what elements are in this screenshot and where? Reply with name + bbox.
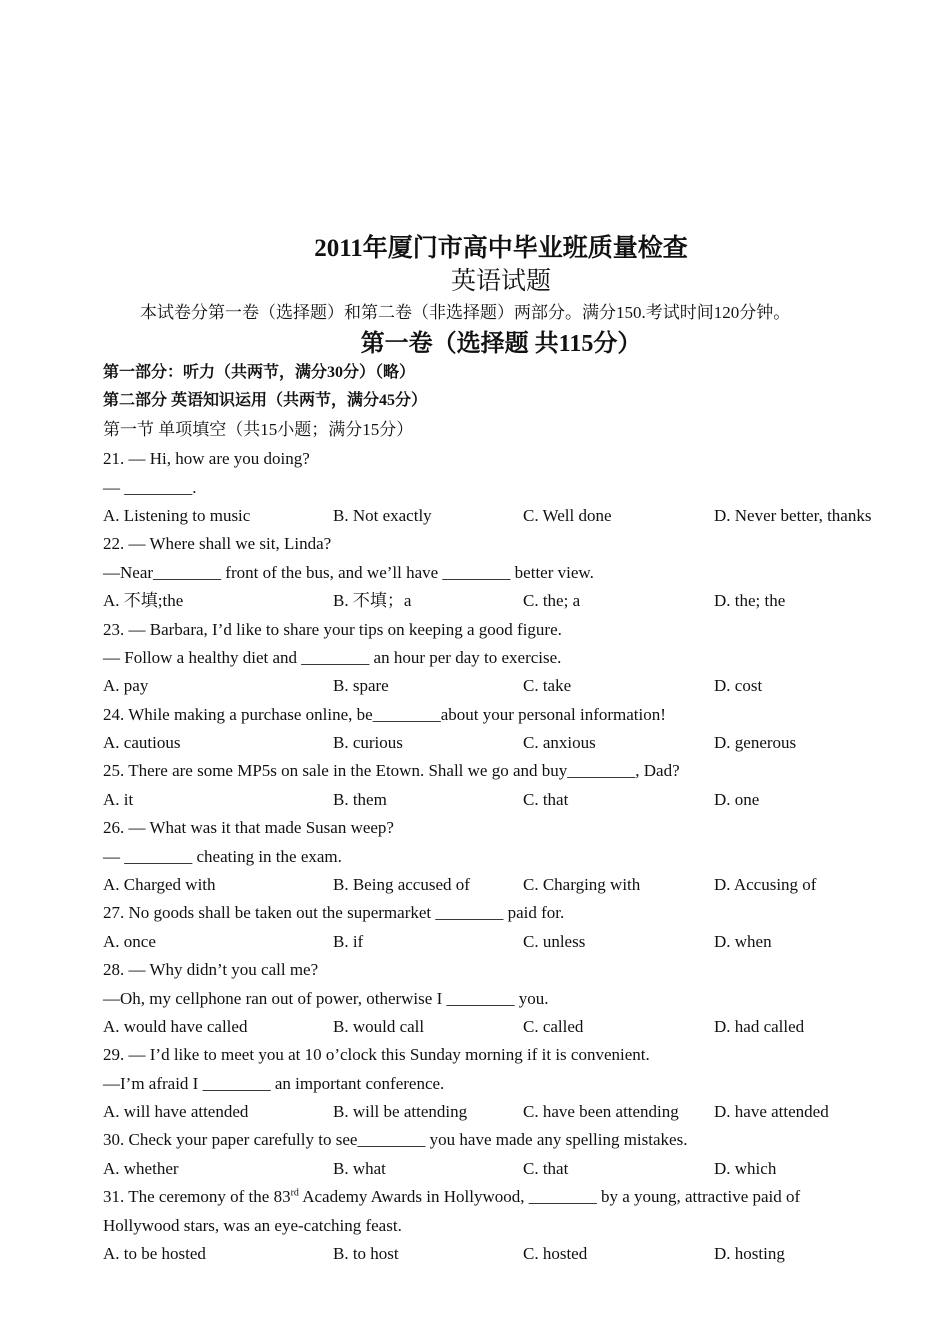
volume-heading: 第一卷（选择题 共115分） bbox=[360, 331, 642, 357]
question-28-option-d: D. had called bbox=[714, 1017, 805, 1036]
question-29-option-a: A. will have attended bbox=[103, 1102, 249, 1121]
question-22-option-b: B. 不填；a bbox=[333, 591, 412, 610]
question-24-line-1: 24. While making a purchase online, be________about your personal information! bbox=[103, 705, 666, 724]
question-31-rest: Academy Awards in Hollywood, ________ by a young, attractive paid of bbox=[298, 1187, 801, 1206]
section1-heading: 第一节 单项填空（共15小题；满分15分） bbox=[103, 420, 414, 439]
question-26-option-a: A. Charged with bbox=[103, 875, 216, 894]
question-27-option-b: B. if bbox=[333, 932, 364, 951]
question-23-option-b: B. spare bbox=[333, 676, 389, 695]
question-26-line-2: — ________ cheating in the exam. bbox=[103, 847, 342, 866]
question-31-line-1 bbox=[103, 1185, 800, 1209]
question-22-option-c: C. the; a bbox=[523, 591, 581, 610]
question-30-line-1: 30. Check your paper carefully to see________ you have made any spelling mistakes. bbox=[103, 1130, 688, 1149]
question-21-line-2: — ________. bbox=[103, 478, 197, 497]
question-25-option-d: D. one bbox=[714, 790, 760, 809]
question-31-option-c: C. hosted bbox=[523, 1244, 588, 1263]
question-29-option-d: D. have attended bbox=[714, 1102, 829, 1121]
question-25-option-b: B. them bbox=[333, 790, 387, 809]
question-27-line-1: 27. No goods shall be taken out the supermarket ________ paid for. bbox=[103, 903, 565, 922]
question-27-option-d: D. when bbox=[714, 932, 772, 951]
question-26-line-1: 26. — What was it that made Susan weep? bbox=[103, 818, 394, 837]
question-24-option-a: A. cautious bbox=[103, 733, 181, 752]
question-25-line-1: 25. There are some MP5s on sale in the Etown. Shall we go and buy________, Dad? bbox=[103, 761, 680, 780]
question-30-option-a: A. whether bbox=[103, 1159, 179, 1178]
part2-heading: 第二部分 英语知识运用（共两节，满分45分） bbox=[103, 392, 428, 409]
question-28-line-1: 28. — Why didn’t you call me? bbox=[103, 960, 319, 979]
question-26-option-c: C. Charging with bbox=[523, 875, 641, 894]
question-27-option-c: C. unless bbox=[523, 932, 586, 951]
question-26-option-b: B. Being accused of bbox=[333, 875, 470, 894]
question-21-option-c: C. Well done bbox=[523, 506, 612, 525]
question-30-option-d: D. which bbox=[714, 1159, 777, 1178]
question-22-line-2: —Near________ front of the bus, and we’ll have ________ better view. bbox=[103, 563, 594, 582]
question-22-line-1: 22. — Where shall we sit, Linda? bbox=[103, 534, 332, 553]
question-22-option-a: A. 不填;the bbox=[103, 591, 184, 610]
ordinal-suffix: rd bbox=[290, 1187, 299, 1199]
question-31-line-2: Hollywood stars, was an eye-catching feast. bbox=[103, 1216, 402, 1235]
question-29-option-b: B. will be attending bbox=[333, 1102, 468, 1121]
question-25-option-c: C. that bbox=[523, 790, 569, 809]
question-23-line-2: — Follow a healthy diet and ________ an hour per day to exercise. bbox=[103, 648, 562, 667]
question-21-option-a: A. Listening to music bbox=[103, 506, 251, 525]
question-30-option-c: C. that bbox=[523, 1159, 569, 1178]
exam-subtitle: 英语试题 bbox=[450, 268, 551, 295]
question-21-option-d: D. Never better, thanks bbox=[714, 506, 872, 525]
question-28-line-2: —Oh, my cellphone ran out of power, otherwise I ________ you. bbox=[103, 989, 549, 1008]
question-26-option-d: D. Accusing of bbox=[714, 875, 817, 894]
question-28-option-b: B. would call bbox=[333, 1017, 425, 1036]
question-24-option-d: D. generous bbox=[714, 733, 797, 752]
question-24-option-c: C. anxious bbox=[523, 733, 596, 752]
question-29-line-1: 29. — I’d like to meet you at 10 o’clock this Sunday morning if it is convenient. bbox=[103, 1045, 650, 1064]
part1-heading: 第一部分：听力（共两节，满分30分）（略） bbox=[103, 364, 416, 381]
question-23-option-d: D. cost bbox=[714, 676, 763, 695]
question-30-option-b: B. what bbox=[333, 1159, 386, 1178]
question-21-line-1: 21. — Hi, how are you doing? bbox=[103, 449, 310, 468]
question-31-option-a: A. to be hosted bbox=[103, 1244, 206, 1263]
question-31-option-b: B. to host bbox=[333, 1244, 399, 1263]
question-27-option-a: A. once bbox=[103, 932, 156, 951]
question-31-start: 31. The ceremony of the 83 bbox=[103, 1187, 291, 1206]
question-25-option-a: A. it bbox=[103, 790, 134, 809]
question-22-option-d: D. the; the bbox=[714, 591, 786, 610]
question-29-line-2: —I’m afraid I ________ an important conference. bbox=[103, 1074, 445, 1093]
question-23-option-c: C. take bbox=[523, 676, 572, 695]
question-28-option-a: A. would have called bbox=[103, 1017, 248, 1036]
question-23-line-1: 23. — Barbara, I’d like to share your tips on keeping a good figure. bbox=[103, 620, 562, 639]
question-31-option-d: D. hosting bbox=[714, 1244, 785, 1263]
question-28-option-c: C. called bbox=[523, 1017, 584, 1036]
question-21-option-b: B. Not exactly bbox=[333, 506, 432, 525]
question-24-option-b: B. curious bbox=[333, 733, 403, 752]
question-29-option-c: C. have been attending bbox=[523, 1102, 679, 1121]
question-23-option-a: A. pay bbox=[103, 676, 149, 695]
exam-title: 2011年厦门市高中毕业班质量检查 bbox=[314, 235, 688, 262]
exam-intro: 本试卷分第一卷（选择题）和第二卷（非选择题）两部分。满分150.考试时间120分钟。 bbox=[140, 303, 791, 322]
